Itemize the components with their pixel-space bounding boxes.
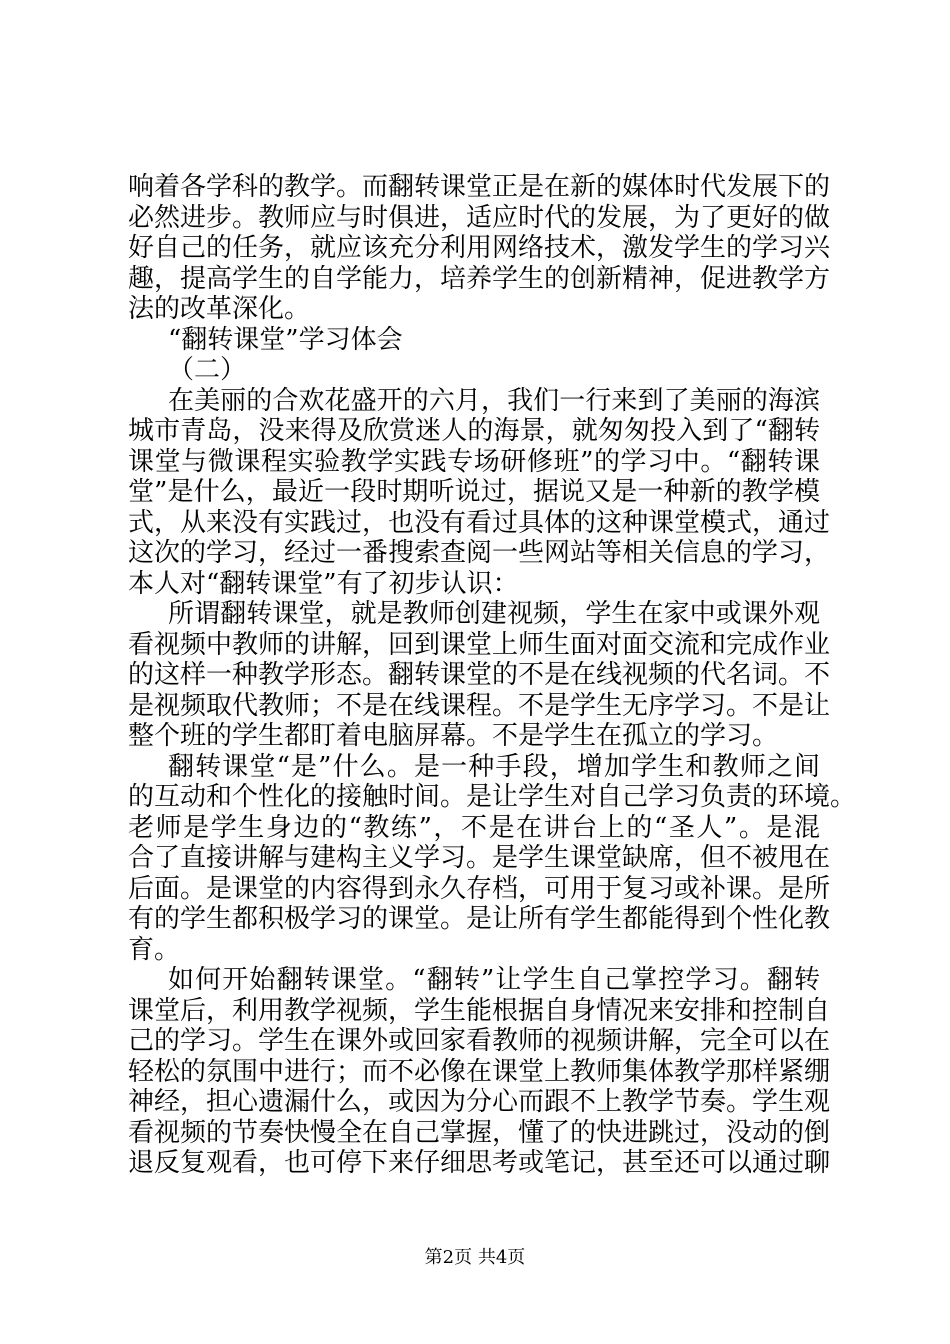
section-title: “翻转课堂”学习体会 — [168, 324, 403, 355]
text-line: 有的学生都积极学习的课堂。是让所有学生都能得到个性化教 — [128, 904, 831, 934]
page-number: 第2页 共4页 — [424, 1247, 526, 1268]
text-line: 己的学习。学生在课外或回家看教师的视频讲解，完全可以在 — [128, 1026, 831, 1056]
text-line: 的这样一种教学形态。翻转课堂的不是在线视频的代名词。不 — [128, 660, 831, 690]
text-line: 育。 — [128, 934, 181, 965]
text-line: 课堂与微课程实验教学实践专场研修班”的学习中。“翻转课 — [128, 446, 820, 477]
text-line: 在美丽的合欢花盛开的六月，我们一行来到了美丽的海滨 — [168, 385, 820, 416]
text-line: 趣，提高学生的自学能力，培养学生的创新精神，促进教学方 — [128, 263, 831, 294]
text-line: 是视频取代教师；不是在线课程。不是学生无序学习。不是让 — [128, 690, 831, 721]
text-line: 看视频中教师的讲解，回到课堂上师生面对面交流和完成作业 — [128, 629, 831, 660]
text-line: 整个班的学生都盯着电脑屏幕。不是学生在孤立的学习。 — [128, 721, 779, 751]
text-line: 后面。是课堂的内容得到永久存档，可用于复习或补课。是所 — [128, 873, 831, 904]
text-line: 必然进步。教师应与时俱进，适应时代的发展，为了更好的做 — [128, 202, 831, 233]
text-line: 式，从来没有实践过，也没有看过具体的这种课堂模式，通过 — [128, 507, 831, 538]
text-line: 老师是学生身边的“教练”，不是在讲台上的“圣人”。是混 — [128, 812, 820, 843]
text-line: 轻松的氛围中进行；而不必像在课堂上教师集体教学那样紧绷 — [128, 1056, 831, 1087]
text-line: 课堂后，利用教学视频，学生能根据自身情况来安排和控制自 — [128, 995, 831, 1026]
text-line: 本人对“翻转课堂”有了初步认识： — [128, 568, 519, 599]
text-line: 好自己的任务，就应该充分利用网络技术，激发学生的学习兴 — [128, 233, 831, 263]
text-line: 翻转课堂“是”什么。是一种手段，增加学生和教师之间 — [168, 751, 820, 782]
text-line: 堂”是什么，最近一段时期听说过，据说又是一种新的教学模 — [128, 477, 820, 507]
text-line: 这次的学习，经过一番搜索查阅一些网站等相关信息的学习， — [128, 538, 831, 568]
text-line: 退反复观看，也可停下来仔细思考或笔记，甚至还可以通过聊 — [128, 1148, 831, 1178]
text-line: 如何开始翻转课堂。“翻转”让学生自己掌控学习。翻转 — [168, 965, 820, 995]
text-line: 城市青岛，没来得及欣赏迷人的海景，就匆匆投入到了“翻转 — [128, 416, 820, 446]
section-subtitle: （二） — [168, 355, 247, 385]
text-line: 所谓翻转课堂，就是教师创建视频，学生在家中或课外观 — [168, 599, 820, 629]
document-body — [128, 172, 857, 1179]
text-line: 合了直接讲解与建构主义学习。是学生课堂缺席，但不被甩在 — [128, 843, 831, 873]
text-line: 法的改革深化。 — [128, 294, 311, 324]
text-line: 的互动和个性化的接触时间。是让学生对自己学习负责的环境。 — [128, 782, 857, 812]
text-line: 响着各学科的教学。而翻转课堂正是在新的媒体时代发展下的 — [128, 172, 831, 202]
text-line: 神经，担心遗漏什么，或因为分心而跟不上教学节奏。学生观 — [128, 1087, 831, 1117]
text-line: 看视频的节奏快慢全在自己掌握，懂了的快进跳过，没动的倒 — [128, 1117, 831, 1148]
